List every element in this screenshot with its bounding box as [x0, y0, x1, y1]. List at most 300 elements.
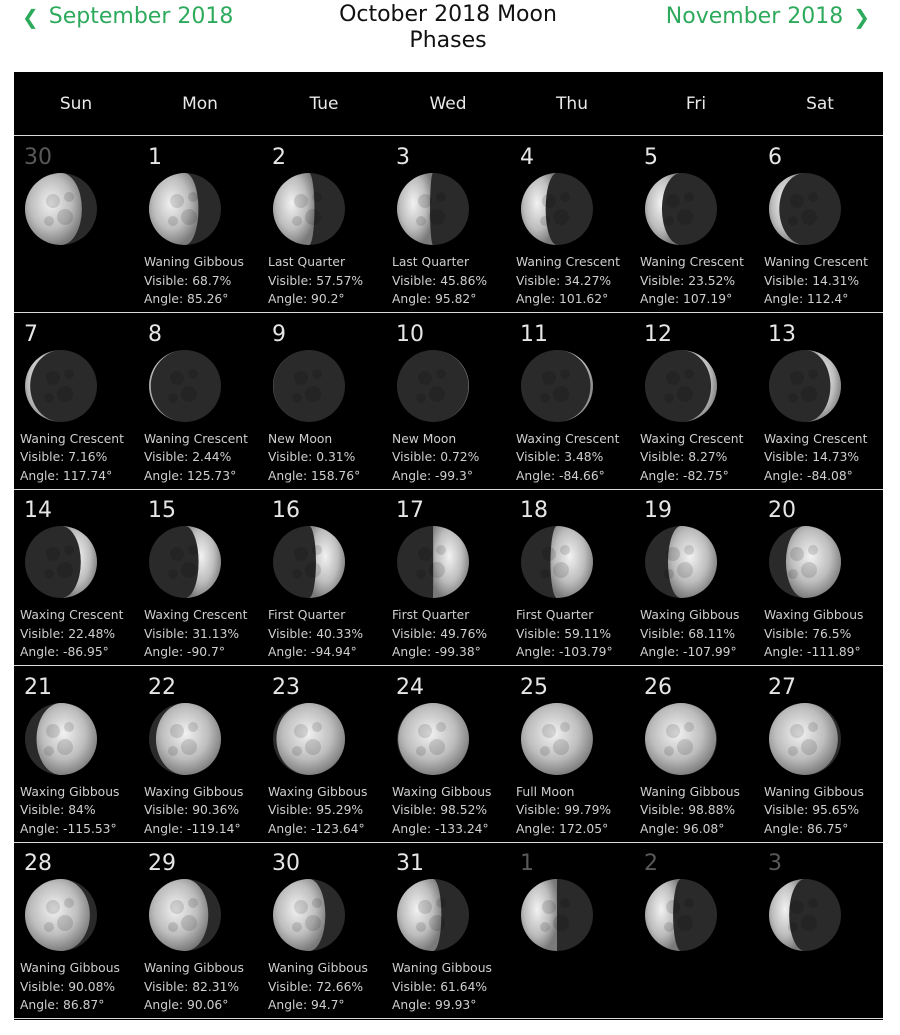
moon-phase-icon [519, 524, 595, 600]
moon-phase-icon [643, 348, 719, 424]
visible-percent: Visible: 14.73% [764, 450, 860, 464]
phase-name: Waning Gibbous [144, 961, 244, 975]
day-number: 10 [396, 321, 424, 347]
day-number: 15 [148, 498, 176, 523]
moon-lit-side [521, 879, 557, 951]
phase-info [392, 253, 487, 309]
day-number: 22 [148, 674, 176, 700]
angle-value: Angle: -94.94° [268, 645, 357, 659]
moon-phase-icon [519, 171, 595, 247]
moon-mare-spot [801, 739, 817, 755]
moon-mare-spot [664, 569, 674, 579]
moon-mare-spot [44, 922, 54, 932]
day-number: 3 [768, 851, 782, 876]
moon-mare-spot [788, 569, 798, 579]
visible-percent: Visible: 34.27% [516, 273, 612, 288]
day-cell[interactable] [262, 667, 386, 843]
day-cell[interactable] [634, 667, 758, 843]
moon-mare-spot [188, 369, 198, 379]
next-month-link[interactable] [666, 4, 870, 29]
moon-mare-spot [181, 915, 197, 931]
moon-mare-spot [418, 371, 432, 385]
moon-phase-icon [23, 877, 99, 953]
week-row [14, 314, 883, 490]
moon-mare-spot [808, 545, 818, 555]
moon-phase-icon [147, 701, 223, 777]
moon-mare-spot [305, 209, 321, 225]
moon-mare-spot [542, 194, 556, 208]
day-cell[interactable] [510, 667, 634, 843]
moon-mare-spot [553, 915, 569, 931]
phase-name: Waning Crescent [640, 255, 744, 269]
moon-mare-spot [44, 569, 54, 579]
phase-name: Waxing Crescent [764, 431, 868, 446]
day-number: 8 [148, 321, 162, 347]
moon-mare-spot [57, 562, 73, 578]
moon-mare-spot [181, 739, 197, 755]
moon-phase-icon [395, 877, 471, 953]
phase-name: Waxing Gibbous [640, 608, 740, 622]
day-cell[interactable] [14, 843, 138, 1019]
chevron-left-icon: ❮ [22, 4, 39, 29]
day-number: 30 [272, 851, 300, 876]
day-cell[interactable] [262, 843, 386, 1019]
moon-phase-icon [643, 701, 719, 777]
moon-mare-spot [677, 386, 693, 402]
moon-mare-spot [170, 547, 184, 561]
day-cell[interactable] [14, 314, 138, 490]
moon-mare-spot [542, 900, 556, 914]
day-number: 11 [520, 321, 548, 347]
weekday-sun: Sun [59, 94, 93, 114]
phase-name: Full Moon [516, 784, 575, 799]
moon-lit-side [398, 703, 469, 775]
day-cell[interactable] [386, 137, 510, 313]
moon-phase-icon [147, 877, 223, 953]
moon-mare-spot [542, 371, 556, 385]
phase-name: Waning Gibbous [144, 255, 244, 269]
day-number: 4 [520, 145, 534, 170]
visible-percent: Visible: 23.52% [640, 273, 736, 288]
phase-name: First Quarter [268, 608, 346, 622]
moon-mare-spot [292, 393, 302, 403]
visible-percent: Visible: 22.48% [20, 626, 116, 641]
moon-lit-side [149, 173, 198, 245]
moon-mare-spot [666, 194, 680, 208]
moon-phase-icon [271, 701, 347, 777]
phase-info [144, 606, 247, 662]
moon-phase-icon [643, 524, 719, 600]
phase-name: Waning Gibbous [764, 784, 864, 799]
day-cell-other-month[interactable] [14, 137, 138, 313]
moon-mare-spot [305, 562, 321, 578]
day-number: 2 [644, 851, 658, 876]
visible-percent: Visible: 95.65% [764, 803, 860, 817]
day-cell-other-month[interactable] [634, 843, 758, 1019]
moon-mare-spot [560, 192, 570, 202]
moon-mare-spot [436, 192, 446, 202]
moon-mare-spot [416, 216, 426, 226]
phase-info [144, 959, 244, 1015]
phase-name: New Moon [268, 431, 333, 446]
moon-mare-spot [560, 545, 570, 555]
moon-mare-spot [418, 900, 432, 914]
moon-mare-spot [429, 915, 445, 931]
moon-mare-spot [168, 216, 178, 226]
phase-info [392, 606, 487, 662]
visible-percent: Visible: 68.7% [144, 273, 232, 288]
moon-mare-spot [418, 724, 432, 738]
phase-info [20, 430, 124, 486]
day-cell[interactable] [138, 667, 262, 843]
moon-lit-side [25, 879, 90, 951]
visible-percent: Visible: 40.33% [268, 626, 364, 641]
visible-percent: Visible: 59.11% [516, 626, 612, 641]
day-cell[interactable] [14, 490, 138, 666]
phase-info [392, 959, 492, 1015]
moon-phase-icon [643, 171, 719, 247]
moon-mare-spot [57, 209, 73, 225]
phase-info [392, 430, 479, 486]
visible-percent: Visible: 99.79% [516, 803, 612, 817]
moon-lit-side [397, 173, 433, 245]
day-cell[interactable] [262, 490, 386, 666]
moon-mare-spot [664, 746, 674, 756]
phase-info [640, 430, 743, 486]
moon-mare-spot [542, 547, 556, 561]
moon-mare-spot [801, 562, 817, 578]
moon-mare-spot [808, 192, 818, 202]
angle-value: Angle: -115.53° [20, 821, 117, 836]
day-number: 30 [24, 145, 52, 170]
moon-mare-spot [790, 194, 804, 208]
moon-phase-icon [23, 171, 99, 247]
visible-percent: Visible: 98.52% [392, 803, 488, 817]
visible-percent: Visible: 98.88% [640, 803, 736, 817]
visible-percent: Visible: 14.31% [764, 273, 860, 288]
moon-mare-spot [553, 739, 569, 755]
moon-mare-spot [64, 369, 74, 379]
phase-name: Waxing Crescent [640, 431, 744, 446]
day-cell-other-month[interactable] [510, 843, 634, 1019]
moon-phase-icon [395, 524, 471, 600]
phase-info [268, 606, 363, 662]
header [0, 0, 900, 72]
moon-mare-spot [46, 900, 60, 914]
moon-mare-spot [677, 562, 693, 578]
day-number: 6 [768, 145, 782, 170]
weekday-mon: Mon [182, 94, 218, 114]
moon-dark-side [273, 350, 345, 422]
moon-mare-spot [181, 562, 197, 578]
day-number: 24 [396, 674, 424, 700]
moon-phase-icon [271, 171, 347, 247]
moon-lit-side [37, 703, 97, 775]
moon-mare-spot [436, 898, 446, 908]
moon-mare-spot [57, 739, 73, 755]
moon-lit-side [550, 526, 593, 598]
phase-info [516, 783, 611, 839]
prev-month-link[interactable] [22, 4, 233, 29]
moon-mare-spot [292, 922, 302, 932]
visible-percent: Visible: 2.44% [144, 450, 232, 464]
moon-lit-side [273, 879, 325, 951]
angle-value: Angle: 158.76° [268, 468, 361, 483]
angle-value: Angle: 99.93° [392, 998, 477, 1012]
moon-mare-spot [664, 216, 674, 226]
day-cell[interactable] [14, 667, 138, 843]
visible-percent: Visible: 72.66% [268, 979, 364, 994]
moon-lit-side [645, 703, 716, 775]
moon-phase-icon [23, 524, 99, 600]
moon-mare-spot [64, 898, 74, 908]
day-cell[interactable] [758, 314, 882, 490]
phase-info [20, 783, 119, 839]
moon-mare-spot [312, 369, 322, 379]
phase-name: Waning Gibbous [20, 961, 120, 975]
angle-value: Angle: 86.75° [764, 821, 849, 836]
moon-mare-spot [684, 545, 694, 555]
day-cell[interactable] [386, 667, 510, 843]
phase-name: Waning Gibbous [392, 961, 492, 975]
page-title: October 2018 Moon Phases [339, 2, 557, 53]
day-cell[interactable] [758, 137, 882, 313]
day-cell[interactable] [138, 314, 262, 490]
moon-mare-spot [429, 739, 445, 755]
phase-info [268, 430, 360, 486]
weekday-fri: Fri [685, 94, 707, 114]
moon-mare-spot [560, 369, 570, 379]
visible-percent: Visible: 3.48% [516, 450, 604, 464]
phase-name: Waning Crescent [764, 255, 868, 269]
angle-value: Angle: 117.74° [20, 468, 113, 483]
angle-value: Angle: -99.38° [392, 645, 481, 659]
visible-percent: Visible: 90.08% [20, 979, 116, 994]
angle-value: Angle: 90.06° [144, 998, 229, 1012]
moon-mare-spot [181, 386, 197, 402]
day-cell[interactable] [262, 137, 386, 313]
phase-name: Waning Gibbous [268, 961, 368, 975]
moon-mare-spot [44, 746, 54, 756]
phase-name: Waning Crescent [516, 255, 620, 269]
moon-lit-side [156, 703, 221, 775]
moon-mare-spot [294, 724, 308, 738]
visible-percent: Visible: 31.13% [144, 626, 240, 641]
angle-value: Angle: 90.2° [268, 292, 345, 306]
moon-mare-spot [46, 371, 60, 385]
weekday-sat: Sat [806, 94, 834, 114]
day-number: 16 [272, 498, 300, 523]
visible-percent: Visible: 8.27% [640, 450, 728, 464]
moon-mare-spot [677, 209, 693, 225]
moon-mare-spot [790, 724, 804, 738]
moon-mare-spot [305, 386, 321, 402]
moon-mare-spot [542, 724, 556, 738]
moon-mare-spot [294, 371, 308, 385]
moon-phase-icon [767, 877, 843, 953]
phase-info [640, 606, 739, 662]
day-cell[interactable] [510, 137, 634, 313]
angle-value: Angle: 85.26° [144, 292, 229, 306]
angle-value: Angle: -90.7° [144, 645, 226, 659]
moon-phase-icon [519, 348, 595, 424]
moon-mare-spot [46, 724, 60, 738]
day-number: 18 [520, 498, 548, 523]
phase-name: Waning Gibbous [640, 784, 740, 799]
moon-mare-spot [168, 393, 178, 403]
moon-mare-spot [170, 371, 184, 385]
angle-value: Angle: 112.4° [764, 292, 849, 306]
weekday-wed: Wed [429, 94, 467, 114]
moon-mare-spot [418, 194, 432, 208]
visible-percent: Visible: 7.16% [20, 450, 108, 464]
weekday-tue: Tue [309, 94, 339, 114]
moon-mare-spot [44, 216, 54, 226]
moon-mare-spot [560, 722, 570, 732]
day-cell[interactable] [634, 314, 758, 490]
angle-value: Angle: 172.05° [516, 821, 609, 836]
moon-mare-spot [46, 547, 60, 561]
visible-percent: Visible: 57.57% [268, 273, 364, 288]
visible-percent: Visible: 68.11% [640, 626, 736, 641]
day-number: 7 [24, 321, 38, 347]
moon-mare-spot [540, 216, 550, 226]
day-cell[interactable] [386, 490, 510, 666]
day-cell-other-month[interactable] [758, 843, 882, 1019]
moon-mare-spot [808, 369, 818, 379]
week-row [14, 843, 883, 1019]
moon-mare-spot [305, 739, 321, 755]
day-number: 14 [24, 498, 52, 523]
moon-phase-icon [147, 524, 223, 600]
day-cell[interactable] [138, 490, 262, 666]
day-cell[interactable] [138, 137, 262, 313]
moon-mare-spot [188, 192, 198, 202]
day-cell[interactable] [386, 843, 510, 1019]
angle-value: Angle: 107.19° [640, 292, 733, 306]
moon-mare-spot [188, 722, 198, 732]
visible-percent: Visible: 0.72% [392, 450, 480, 464]
moon-phase-icon [395, 348, 471, 424]
day-cell[interactable] [634, 490, 758, 666]
angle-value: Angle: -133.24° [392, 821, 489, 836]
angle-value: Angle: 125.73° [144, 468, 237, 483]
moon-mare-spot [540, 393, 550, 403]
day-cell[interactable] [138, 843, 262, 1019]
phase-info [764, 430, 867, 486]
moon-mare-spot [808, 722, 818, 732]
moon-mare-spot [790, 900, 804, 914]
moon-mare-spot [312, 545, 322, 555]
moon-mare-spot [664, 922, 674, 932]
moon-mare-spot [677, 739, 693, 755]
phase-info [268, 959, 368, 1015]
moon-mare-spot [436, 722, 446, 732]
angle-value: Angle: 95.82° [392, 292, 477, 306]
phase-info [764, 783, 864, 839]
moon-mare-spot [168, 746, 178, 756]
day-number: 1 [148, 145, 162, 170]
day-cell[interactable] [510, 490, 634, 666]
moon-mare-spot [292, 569, 302, 579]
moon-phase-icon [767, 171, 843, 247]
moon-lit-side [149, 879, 208, 951]
day-number: 29 [148, 851, 176, 876]
phase-name: New Moon [392, 431, 457, 446]
day-number: 26 [644, 674, 672, 700]
moon-mare-spot [788, 393, 798, 403]
day-cell[interactable] [262, 314, 386, 490]
moon-lit-side [433, 526, 469, 598]
moon-phase-icon [767, 701, 843, 777]
moon-mare-spot [666, 900, 680, 914]
phase-info [268, 253, 363, 309]
phase-info [268, 783, 367, 839]
angle-value: Angle: 101.62° [516, 292, 609, 306]
moon-phase-icon [23, 701, 99, 777]
phase-info [20, 606, 123, 662]
visible-percent: Visible: 84% [20, 803, 96, 817]
moon-mare-spot [677, 915, 693, 931]
moon-lit-side [397, 879, 441, 951]
angle-value: Angle: 94.7° [268, 998, 345, 1012]
phase-name: Waxing Crescent [20, 608, 124, 622]
moon-mare-spot [790, 547, 804, 561]
visible-percent: Visible: 82.31% [144, 979, 240, 994]
moon-phase-icon [395, 171, 471, 247]
moon-lit-side [276, 703, 345, 775]
moon-mare-spot [57, 386, 73, 402]
day-cell[interactable] [758, 667, 882, 843]
moon-mare-spot [553, 386, 569, 402]
day-number: 25 [520, 674, 548, 700]
moon-mare-spot [188, 898, 198, 908]
moon-mare-spot [788, 746, 798, 756]
day-number: 1 [520, 851, 534, 876]
moon-mare-spot [540, 569, 550, 579]
moon-mare-spot [312, 722, 322, 732]
visible-percent: Visible: 90.36% [144, 803, 240, 817]
moon-mare-spot [294, 547, 308, 561]
moon-mare-spot [305, 915, 321, 931]
day-cell[interactable] [386, 314, 510, 490]
day-cell[interactable] [634, 137, 758, 313]
visible-percent: Visible: 49.76% [392, 626, 488, 641]
prev-month-label: September 2018 [48, 4, 234, 29]
day-cell[interactable] [758, 490, 882, 666]
day-cell[interactable] [510, 314, 634, 490]
phase-name: Last Quarter [268, 255, 346, 269]
moon-phase-icon [271, 348, 347, 424]
moon-mare-spot [684, 192, 694, 202]
phase-name: Waxing Crescent [516, 431, 620, 446]
moon-phase-icon [271, 524, 347, 600]
moon-mare-spot [312, 192, 322, 202]
moon-mare-spot [64, 545, 74, 555]
moon-mare-spot [540, 922, 550, 932]
angle-value: Angle: -107.99° [640, 645, 737, 659]
moon-mare-spot [788, 922, 798, 932]
moon-phase-icon [147, 348, 223, 424]
moon-mare-spot [790, 371, 804, 385]
moon-lit-side [521, 703, 593, 775]
weekday-header-row [14, 72, 883, 136]
moon-lit-side [769, 703, 838, 775]
moon-mare-spot [64, 722, 74, 732]
moon-mare-spot [57, 915, 73, 931]
moon-lit-side [273, 173, 314, 245]
phase-name: Waning Crescent [144, 431, 248, 446]
